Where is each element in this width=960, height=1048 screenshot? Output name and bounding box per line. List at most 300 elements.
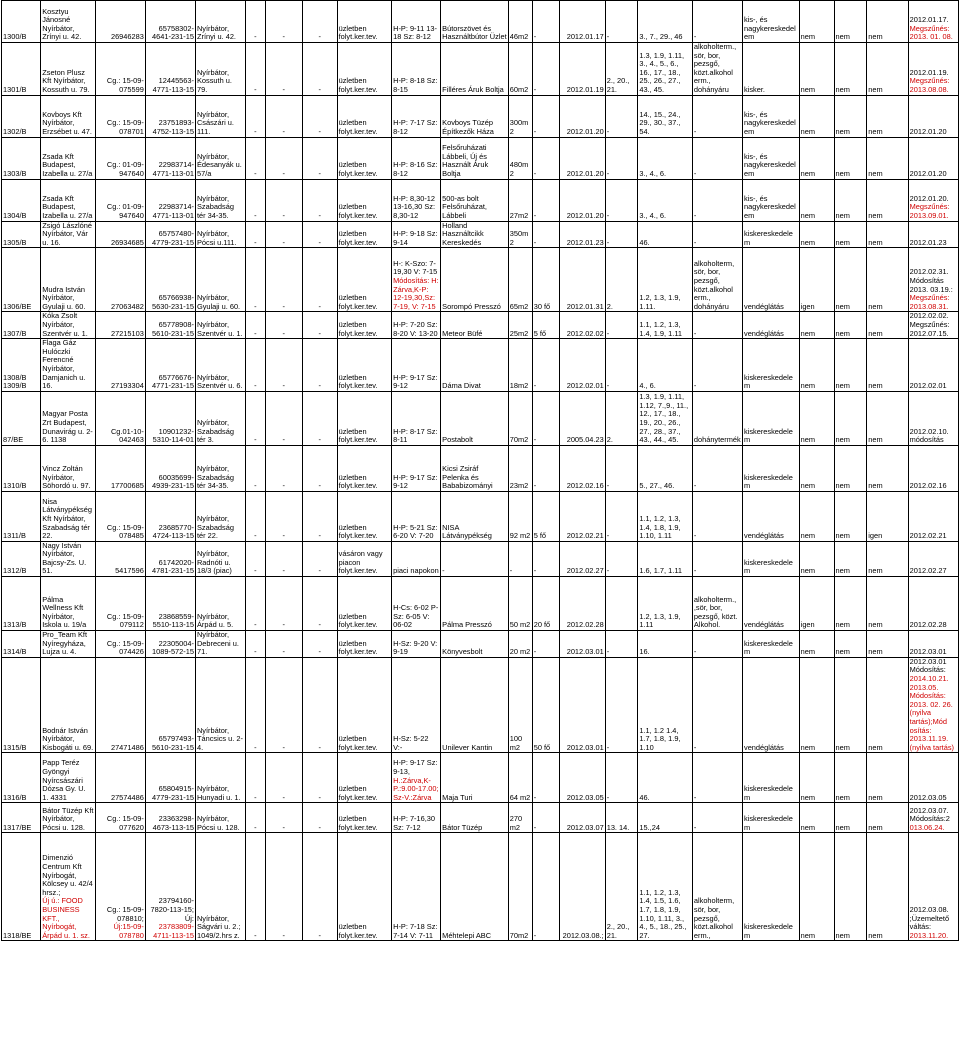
cell-text: üzletben folyt.ker.tev. [338,426,378,445]
cell-modification: Új ú.: FOOD BUSINESS KFT., Nyírbogát, Árpád u. 1. sz. [42,896,90,940]
cell-text: nem [868,647,883,657]
cell-c17 [692,577,742,631]
cell-text: Cg.: 15-09-078485 [106,522,144,541]
cell-c3 [95,753,145,803]
cell-c13 [532,1,559,43]
cell-c13 [532,753,559,803]
cell-text: 27471486 [110,742,144,752]
cell-c21 [867,753,908,803]
cell-text: 1.3, 1.9, 1.11, 1.12, 7.,9., 11., 12., 17., 18., 19., 20., 26., 27., 28., 37., 43., 44., 45. [639,392,689,445]
cell-text: H-P: 9-17 Sz: 9-12 [393,472,438,491]
cell-text: H-P: 7-18 Sz: 7-14 V: 7-11 [393,922,438,940]
cell-c16 [638,137,692,179]
cell-text: Sorompó Presszó [442,301,501,311]
cell-text: - [282,822,285,832]
cell-text: nem [835,126,850,136]
cell-c22 [908,391,958,445]
cell-text: nem [835,301,850,311]
cell-c3 [95,577,145,631]
cell-text: 3., 4., 6. [639,210,667,220]
cell-text: Papp Teréz Gyöngyi Nyírcsászári Dózsa Gy. U. 1. 4331 [42,758,86,802]
cell-text: Holland Használtcikk Kereskedés [442,221,484,247]
cell-text: Cg.: 15-09-079112 [106,611,144,630]
table-row [2,137,959,179]
cell-text: Unilever Kantin [442,742,493,752]
cell-c12 [508,137,532,179]
cell-c15 [605,339,638,392]
cell-text: 23685770-4724-113-15 [152,522,194,541]
cell-text: - [254,930,257,940]
cell-c4 [145,753,195,803]
cell-text: 3., 7., 29., 46 [639,32,683,42]
table-row [2,179,959,221]
cell-modification: Módosítás: H: Zárva,K-P: 12-19,30,Sz: 7-19, V: 7-15 [393,275,439,311]
cell-c21 [867,43,908,96]
cell-text: 1.2, 1.3, 1.9, 1.11 [639,611,681,630]
cell-text: 2012.02.02. Megszűnés: 2012.07.15. [909,311,950,338]
cell-text: üzletben folyt.ker.tev. [338,922,378,940]
cell-text: Cg.: 15-09-078701 [106,118,144,136]
cell-c9 [337,803,391,833]
cell-id [2,753,41,803]
cell-text: nem [800,792,816,802]
cell-id [2,391,41,445]
cell-text: - [282,168,285,178]
cell-c11 [441,339,509,392]
cell-text: - [318,168,321,178]
cell-c22 [908,445,958,491]
cell-text: nem [868,32,883,42]
cell-text: Maja Turi [442,792,473,802]
cell-text: - [606,792,610,802]
cell-text: - [254,481,257,491]
cell-c22 [908,833,958,941]
cell-text: Kosztyu Jánosné Nyírbátor, Zrínyi u. 42. [42,6,82,42]
cell-c3 [95,221,145,248]
cell-text: 60035699-4939-231-15 [152,472,194,491]
cell-c12 [508,95,532,137]
cell-text: - [282,381,285,391]
cell-text: Zsigó Lászlóné Nyírbátor, Vár u. 16. [42,221,92,247]
cell-c14 [559,179,605,221]
cell-text: nem [835,822,850,832]
cell-c9 [337,391,391,445]
cell-c11 [441,445,509,491]
cell-c2 [41,491,95,541]
cell-c11 [441,312,509,339]
cell-c20 [834,339,867,392]
cell-text: 12445563-4771-113-15 [152,76,194,94]
cell-c6 [246,137,266,179]
cell-modification: 2014.10.21. 2013.05. Módosítás: 2013. 02. 26. (nyilva tartás);Mód osítás: 2013.11.19. (nyilva tartás) [909,674,954,752]
cell-text: Cg.: 15-09-075599 [106,76,144,94]
cell-text: 2012.02.21 [909,531,947,541]
cell-c10 [392,95,441,137]
cell-c9 [337,1,391,43]
cell-c5 [195,491,245,541]
cell-c4 [145,541,195,576]
cell-c7 [265,312,302,339]
cell-c18 [743,753,800,803]
cell-c20 [834,391,867,445]
cell-text: nem [800,822,816,832]
cell-c11 [441,1,509,43]
cell-text: 2012.01.23 [566,237,604,247]
cell-c18 [743,803,800,833]
cell-c17 [692,43,742,96]
cell-c12 [508,43,532,96]
cell-c19 [799,657,834,753]
cell-text: üzletben folyt.ker.tev. [338,319,378,338]
cell-c13 [532,803,559,833]
cell-c17 [692,445,742,491]
cell-text: dohánytermék [693,435,741,445]
cell-text: 65758302-4641-231-15 [152,23,194,42]
cell-text: 1300/B [3,32,27,42]
cell-c11 [441,248,509,312]
cell-text: 46m2 [509,32,529,42]
cell-c3 [95,541,145,576]
cell-modification: Megszűnés: 2013.08.31. [909,293,950,311]
cell-text: 65778908-5610-231-15 [152,319,194,338]
cell-text: 2012.01.17 [566,32,604,42]
cell-text: - [533,126,537,136]
cell-c19 [799,248,834,312]
table-row [2,95,959,137]
cell-c22 [908,248,958,312]
cell-text: - [606,381,610,391]
cell-text: 2. [606,435,613,445]
cell-text: 2012.01.20 [909,126,947,136]
cell-c10 [392,491,441,541]
cell-text: 2012.02.27 [909,566,947,576]
cell-c15 [605,248,638,312]
cell-text: 1.3, 1.9, 1.11, 3., 4., 5., 6., 16., 17., 18., 25., 26., 27., 43., 45. [639,50,685,94]
cell-text: Kovboys Kft Nyírbátor, Erzsébet u. 47. [42,109,92,136]
cell-c15 [605,312,638,339]
cell-c11 [441,803,509,833]
cell-c10 [392,577,441,631]
cell-text: - [254,792,257,802]
cell-text: Pálma Wellness Kft Nyírbátor, Iskola u. 19/a [42,594,87,630]
cell-text: nem [868,620,883,630]
cell-c7 [265,1,302,43]
cell-text: 23363298-4673-113-15 [152,814,194,832]
cell-modification: 2013.11.20. [909,930,949,940]
cell-c8 [302,657,337,753]
cell-text: vendéglátás [744,301,784,311]
cell-modification: Megszűnés: 2013.08.08. [909,76,950,94]
cell-c3 [95,1,145,43]
cell-text: nem [868,126,883,136]
cell-text: Pálma Presszó [442,620,492,630]
cell-c9 [337,179,391,221]
cell-c22 [908,491,958,541]
cell-text: vendéglátás [744,620,784,630]
cell-text: nem [835,237,850,247]
cell-text: Kicsi Zsiráf Pelenka és Bababizományi [442,463,493,491]
cell-text: H-P: 8-17 Sz: 8-11 [393,426,438,445]
cell-text: kiskereskedelem [744,638,793,657]
cell-text: 61742020-4781-231-15 [152,557,194,576]
cell-c2 [41,339,95,392]
cell-c14 [559,221,605,248]
cell-text: kiskereskedelem [744,229,793,247]
cell-c3 [95,248,145,312]
cell-c6 [246,43,266,96]
cell-c15 [605,753,638,803]
cell-text: Zseton Plusz Kft Nyírbátor, Kossuth u. 79. [42,67,90,94]
cell-c18 [743,95,800,137]
cell-text: 50 m2 [509,620,531,630]
cell-text: 17700685 [110,481,144,491]
cell-c16 [638,312,692,339]
cell-text: nem [800,647,816,657]
cell-c18 [743,541,800,576]
cell-c7 [265,803,302,833]
cell-c20 [834,803,867,833]
cell-text: 22983714-4771-113-01 [152,202,194,220]
cell-text: 16. [639,647,650,657]
cell-text: 2012.01.20. [909,193,949,203]
cell-c20 [834,221,867,248]
cell-c7 [265,833,302,941]
cell-c8 [302,541,337,576]
cell-c20 [834,541,867,576]
cell-text: - [693,126,697,136]
cell-text: - [318,32,321,42]
cell-text: - [533,481,537,491]
cell-c11 [441,577,509,631]
cell-c12 [508,833,532,941]
cell-c3 [95,95,145,137]
cell-c13 [532,445,559,491]
cell-c4 [145,657,195,753]
cell-c2 [41,631,95,658]
cell-c4 [145,1,195,43]
cell-c2 [41,657,95,753]
cell-text: nem [868,822,883,832]
cell-text: 1305/B [3,237,27,247]
cell-c14 [559,312,605,339]
cell-text: H-P: 5-21 Sz: 6-20 V: 7-20 [393,522,438,541]
cell-text: 27574486 [110,792,144,802]
cell-text: 65m2 [509,301,529,311]
cell-id [2,137,41,179]
cell-c19 [799,339,834,392]
cell-text: 1304/B [3,210,27,220]
cell-text: nem [800,531,816,541]
cell-text: 23794160-7820-113-15; Új: [150,896,194,923]
cell-text: nem [868,210,883,220]
cell-c8 [302,43,337,96]
cell-text: 2012.03.01 [909,647,947,657]
cell-text: - [318,210,321,220]
cell-c15 [605,445,638,491]
cell-text: - [254,566,257,576]
cell-text: Nyírbátor, Kossuth u. 79. [196,67,232,94]
cell-text: 500-as bolt Felsőruházat, Lábbeli [442,193,487,220]
cell-text: Cg.: 01-09-947640 [106,202,144,220]
cell-c2 [41,541,95,576]
cell-c20 [834,179,867,221]
table-row [2,803,959,833]
cell-c21 [867,1,908,43]
cell-c8 [302,179,337,221]
cell-text: - [282,566,285,576]
cell-text: 1307/B [3,328,27,338]
table-row [2,1,959,43]
cell-c2 [41,221,95,248]
cell-text: Vincz Zoltán Nyírbátor, Söhordó u. 97. [42,463,91,491]
cell-c6 [246,833,266,941]
cell-text: - [693,792,697,802]
cell-c5 [195,339,245,392]
cell-id [2,95,41,137]
cell-modification: Új:15-09-078780 [113,922,144,940]
cell-c20 [834,577,867,631]
cell-c10 [392,833,441,941]
table-row [2,248,959,312]
cell-text: 60m2 [509,84,529,94]
cell-text: 65757480-4779-231-15 [152,229,194,247]
cell-c2 [41,248,95,312]
cell-c6 [246,577,266,631]
cell-text: 2012.02.28 [909,620,947,630]
cell-text: kiskereskedelem [744,472,793,491]
cell-c15 [605,803,638,833]
cell-text: 46. [639,792,650,802]
cell-c17 [692,833,742,941]
cell-text: - [254,237,257,247]
cell-text: H-P: 8-16 Sz: 8-12 [393,160,438,178]
cell-text: - [693,647,697,657]
cell-c3 [95,391,145,445]
cell-c12 [508,491,532,541]
cell-text: Bodnár István Nyírbátor, Kisbogáti u. 69. [42,725,94,752]
cell-c5 [195,391,245,445]
cell-c21 [867,391,908,445]
cell-text: H-Cs: 6-02 P-Sz: 6-05 V: 06-02 [393,603,439,630]
cell-c20 [834,657,867,753]
cell-text: Nyírbátor, Pócsi u.111. [196,229,237,247]
cell-c2 [41,803,95,833]
cell-c2 [41,577,95,631]
cell-text: - [693,381,697,391]
cell-text: kis-, és nagykereskedelem [744,109,796,136]
cell-c17 [692,753,742,803]
cell-c7 [265,491,302,541]
cell-c10 [392,445,441,491]
cell-c15 [605,95,638,137]
cell-text: - [282,301,285,311]
cell-text: Cg.: 15-09-074426 [106,638,144,657]
cell-c6 [246,657,266,753]
cell-text: üzletben folyt.ker.tev. [338,23,378,42]
cell-c8 [302,221,337,248]
cell-text: - [693,328,697,338]
cell-c18 [743,577,800,631]
cell-text: Mudra István Nyírbátor, Gyulaji u. 60. [42,284,86,311]
cell-text: 50 fő [533,742,551,752]
cell-text: 2012.02.01 [566,381,604,391]
cell-c12 [508,657,532,753]
cell-text: - [533,566,537,576]
cell-text: Zsada Kft Budapest, Izabella u. 27/a [42,193,93,220]
cell-c5 [195,833,245,941]
cell-text: 2012.02.02 [566,328,604,338]
cell-text: - [318,301,321,311]
cell-c10 [392,541,441,576]
cell-text: - [533,168,537,178]
table-row [2,491,959,541]
cell-text: - [254,32,257,42]
cell-c4 [145,803,195,833]
cell-text: kiskereskedelem [744,372,793,391]
cell-text: - [282,32,285,42]
cell-text: 2012.02.28 [566,620,604,630]
cell-c7 [265,248,302,312]
cell-c20 [834,753,867,803]
cell-c5 [195,137,245,179]
cell-text: - [318,620,321,630]
cell-text: nem [800,481,816,491]
cell-text: nem [868,168,883,178]
cell-c19 [799,137,834,179]
cell-text: - [442,566,445,576]
cell-text: üzletben folyt.ker.tev. [338,611,378,630]
cell-text: 10901232-5310-114-01 [152,426,194,445]
cell-c17 [692,391,742,445]
cell-text: - [318,647,321,657]
cell-text: - [693,481,697,491]
cell-text: 70m2 [509,930,529,940]
table-row [2,657,959,753]
cell-c10 [392,391,441,445]
cell-text: nem [835,566,850,576]
cell-text: nem [800,566,816,576]
cell-text: nem [835,930,850,940]
cell-text: Nagy István Nyírbátor, Bajcsy-Zs. U. 51. [42,541,87,576]
cell-text: 2., 20., 21. [606,76,630,94]
cell-c5 [195,631,245,658]
cell-c2 [41,312,95,339]
cell-text: 1302/B [3,126,27,136]
cell-c20 [834,43,867,96]
table-row [2,43,959,96]
cell-c15 [605,179,638,221]
cell-text: - [606,566,610,576]
cell-c12 [508,1,532,43]
cell-c11 [441,491,509,541]
cell-text: nem [835,32,850,42]
cell-text: Bátor Tüzép [442,822,483,832]
cell-text: 14., 15., 24., 29., 30., 37., 54. [639,109,681,136]
cell-c13 [532,137,559,179]
cell-c2 [41,137,95,179]
cell-text: kis-, és nagykereskedelem [744,151,796,178]
cell-text: - [606,481,610,491]
cell-c14 [559,248,605,312]
cell-text: - [254,742,257,752]
cell-text: 1303/B [3,168,27,178]
cell-id [2,657,41,753]
cell-text: - [318,435,321,445]
cell-text: üzletben folyt.ker.tev. [338,202,378,220]
cell-c22 [908,753,958,803]
cell-c13 [532,657,559,753]
cell-text: 23868559-5510-113-15 [152,611,194,630]
